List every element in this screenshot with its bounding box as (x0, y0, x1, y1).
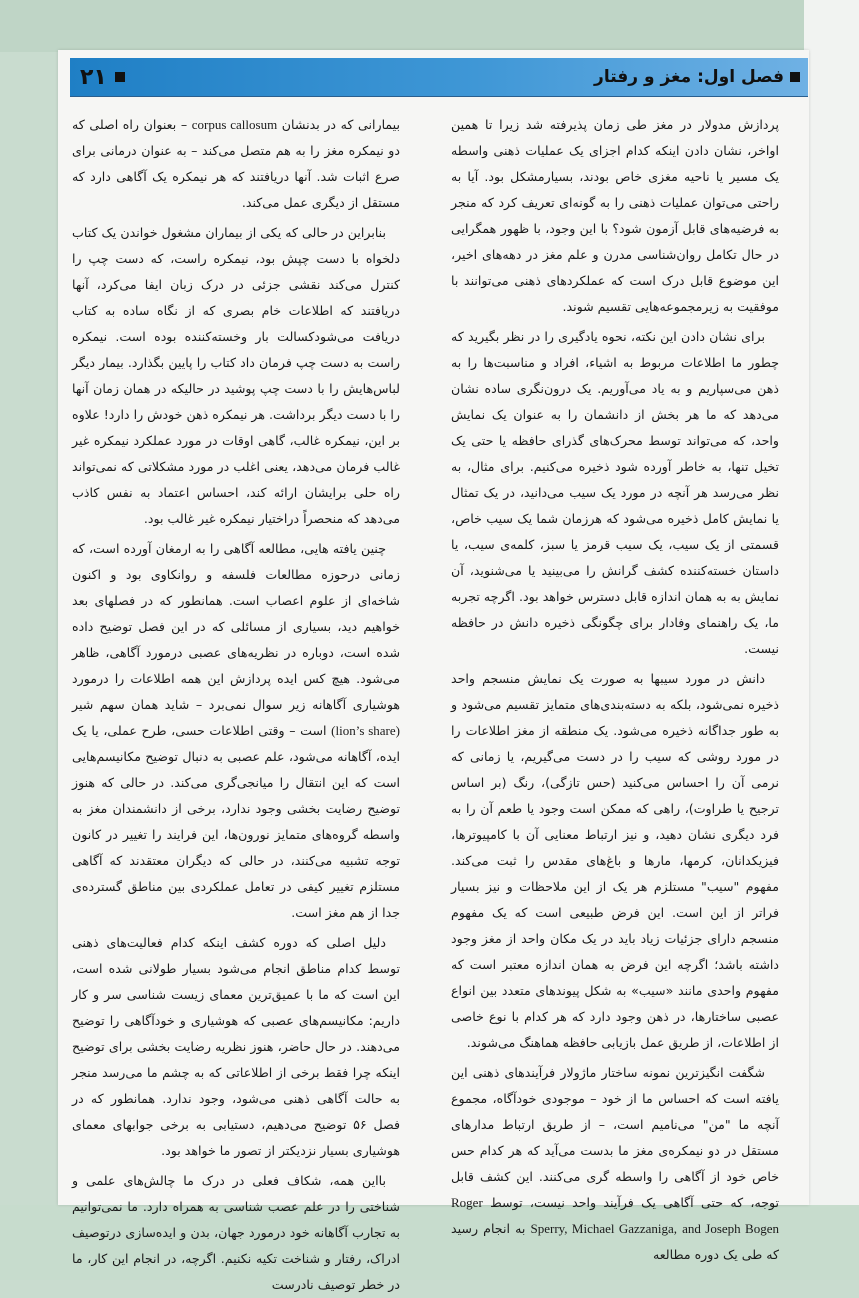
paragraph-text: چنین یافته هایی، مطالعه آگاهی را به ارمغان آورده است، که زمانی درحوزه مطالعات فلسفه و روانکاوی بود و اکنون شاخه‌ای از علوم اعصاب است. همانطور که در فصلهای بعد خواهیم دید، بسیاری از مسائلی که در این فصل توضیح داده شده است، دوباره در نظریه‌های عصبی درمورد آگاهی، ظاهر می‌شود. هیچ کس ایده پردازش این همه اطلاعات را درمورد هوشیاری آگاهانه زیر سوال نمی‌برد – شاید همان سهم شیر (72, 541, 400, 712)
latin-names: and Joseph Bogen (682, 1221, 779, 1236)
paragraph: دلیل اصلی که دوره کشف اینکه کدام فعالیت‌های ذهنی توسط کدام مناطق انجام می‌شود بسیار طولانی شده است، این است که ما با عمیق‌ترین معمای زیست شناسی سر و کار داریم: مکانیسم‌های عصبی که هوشیاری و خودآگاهی را توضیح می‌دهند. در حال حاضر، هنوز نظریه رضایت بخشی برای توضیح اینکه چرا فقط برخی از اطلاعاتی که به چشم ما می‌رسد منجر به حالت آگاهی ذهنی می‌شود، وجود ندارد. همانطور که در فصل ۵۶ توضیح می‌دهیم، دستیابی به برخی جوابهای معمای هوشیاری بسیار نزدیکتر از تصور ما خواهد بود. (72, 935, 400, 1158)
left-text-column (72, 112, 400, 1292)
paragraph-text: به انجام رسید که طی یک دوره مطالعه (451, 1221, 779, 1262)
paragraph: بااین همه، شکاف فعلی در درک ما چالش‌های علمی و شناختی را در علم عصب شناسی به همراه دارد. ما نمی‌توانیم به تجارب آگاهانه خود درمورد جهان، بدن و ایده‌سازی درتوصیف ادراک، رفتار و شناخت تکیه نکنیم. اگرچه، در انجام این کار، ما در خطر توصیف نادرست (72, 1173, 400, 1292)
latin-term: corpus callosum (191, 117, 278, 132)
book-page (58, 50, 809, 1292)
page-number: ۲۱ (80, 64, 107, 90)
right-text-column (451, 112, 779, 1262)
paragraph-text: است – وقتی اطلاعات حسی، طرح عملی، یا یک ایده، آگاهانه می‌شود، علم عصبی به دنبال توضیح مکانیسم‌هایی است که این انتقال را میانجی‌گری می‌کند. در حالی که هنوز توضیح رضایت بخشی وجود ندارد، برخی از دانشمندان مغز به واسطه گروه‌های متمایز نورون‌ها، این فرایند را تغییر در کانون توجه تشبیه می‌کنند، در حالی که دیگران معتقدند که آگاهی مستلزم تغییر کیفی در تعامل عملکردی بین مناطق گسترده‌ی جدا از هم مغز است. (72, 723, 400, 920)
top-background-strip (0, 0, 859, 52)
paragraph: دانش در مورد سیبها به صورت یک نمایش منسجم واحد ذخیره نمی‌شود، بلکه به دسته‌بندی‌های متمایز تقسیم می‌شود و به طور جداگانه ذخیره می‌شود. یک منطقه از مغز اطلاعات را در مورد روشی که سیب را در دست می‌گیریم، یا زمانی که نرمی آن را احساس می‌کنید (حس تازگی)، رنگ (بر اساس ترجیح یا طراوت)، راهی که ممکن است وجود یا طعم آن را به فرد دیگری نشان دهید، و نیز ارتباط معنایی آن با کامپیوترها، فیزیکدانان، کرمها، مارها و باغ‌های مقدس را ثبت می‌کند. مفهوم "سیب" مستلزم هر یک از این ملاحظات و نیز بسیار فراتر از این است. این فرض طبیعی است که یک مفهوم منسجم دارای جزئیات زیاد باید در یک مکان واحد از مغز وجود داشته باشد؛ اگرچه این فرض به همان اندازه معتبر است که مفهوم واحدی مانند «سیب» به شکل پیوندهای متعدد بین انواع عصبی ساختارها، در ذهن وجود دارد که هر کدام با نوع خاصی از اطلاعات، از طریق عمل بازیابی حافظه هماهنگ می‌شوند. (451, 671, 779, 1050)
chapter-title: فصل اول: مغز و رفتار (594, 67, 784, 87)
paragraph-text: – بعنوان راه اصلی که دو نیمکره مغز را به هم متصل می‌کند – به عنوان درمانی برای صرع اثبات شد. آنها دریافتند که هر نیمکره یک آگاهی دارد که مستقل از دیگری عمل می‌کند. (72, 117, 400, 210)
paragraph (72, 112, 400, 216)
paragraph (451, 1060, 779, 1268)
page-number-group (80, 58, 125, 96)
paragraph: برای نشان دادن این نکته، نحوه یادگیری را در نظر بگیرید که چطور ما اطلاعات مربوط به اشیاء، افراد و مناسبت‌ها را به ذهن می‌سپاریم و به یاد می‌آوریم. یک درون‌نگری ساده نشان می‌دهد که ما هر بخش از دانشمان را به عنوان یک نمایش واحد، که می‌تواند توسط محرک‌های گذرای حافظه یا حتی یک تخیل تنها، به خاطر آورده شود ذخیره می‌کنیم. برای مثال، به نظر می‌رسد هر آنچه در مورد یک سیب می‌دانید، در یک تمثال یا نمایش کامل ذخیره می‌شود که هرزمان شما یک سیب خاص، قسمتی از یک سیب، یک سیب قرمز یا سبز، کلمه‌ی سیب، یا داستان خسته‌کننده کشف گرانش را می‌بینید یا می‌شنوید، آن نمایش به به همان اندازه قابل دسترس خواهد بود. اگرچه تجربه ما، یک راهنمای وفادار برای چگونگی ذخیره دانش در حافظه نیست. (451, 329, 779, 656)
square-bullet-icon (790, 72, 800, 82)
paragraph-text: شگفت انگیزترین نمونه ساختار ماژولار فرآیندهای ذهنی این یافته است که احساس ما از خود – موجودی خودآگاه، مجموع آنچه ما "من" می‌نامیم است، – از طریق ارتباط مدارهای مستقل در دو نیمکره‌ی مغز ما بدست می‌آید که هر کدام حس خاص خود از آگاهی را واسطه گری می‌کنند. این کشف قابل توجه، که حتی آگاهی یک فرآیند واحد نیست، توسط (451, 1065, 779, 1210)
chapter-title-group (594, 58, 800, 96)
paragraph: پردازش مدولار در مغز طی زمان پذیرفته شد زیرا تا همین اواخر، نشان دادن اینکه کدام اجزای یک عملیات ذهنی واسطه یک مسیر یا ناحیه مغزی خاص بودند، بسیارمشکل بود. آیا به راحتی می‌توان عملیات ذهنی را به گونه‌ای تعریف کرد که منجر به فرضیه‌های قابل آزمون شود؟ با این وجود، با ظهور همگرایی در حال تکامل روان‌شناسی مدرن و علم مغز در دهه‌های اخیر، این موضوع قابل درک است که عملکردهای ذهنی می‌توانند با موفقیت به زیرمجموعه‌هایی تقسیم شوند. (451, 117, 779, 314)
right-background-strip (804, 0, 859, 1280)
paragraph-text: بیمارانی که در بدنشان (281, 117, 400, 132)
latin-names: Roger Sperry, Michael Gazzaniga, (451, 1195, 677, 1236)
paragraph (72, 536, 400, 926)
paragraph: بنابراین در حالی که یکی از بیماران مشغول خواندن یک کتاب دلخواه با دست چپش بود، نیمکره راست، که دست چپ را کنترل می‌کند نقشی جزئی در درک زبان ایفا می‌کرد، آنها دریافتند که اطلاعات خام بصری که از نگاه ساده به کتاب دریافت می‌شودکسالت بار وخسته‌کننده بوده است. نیمکره راست به دست چپ فرمان داد کتاب را پایین بگذارد. بیمار دیگر لباس‌هایش را با دست چپ پوشید در حالیکه در همان زمان آنها را با دست دیگر برداشت. هر نیمکره ذهن خودش را دارد! علاوه بر این، نیمکره غالب، گاهی اوقات در مورد عملکرد نیمکره غیر غالب فرمان می‌دهد، یعنی اغلب در مورد مشکلاتی که نمی‌تواند راه حلی برایشان ارائه کند، احساس اعتماد به نفس کاذب می‌دهد که منحصراً دراختیار نیمکره غیر غالب بود. (72, 225, 400, 526)
chapter-header-band (70, 58, 808, 97)
square-bullet-icon (115, 72, 125, 82)
latin-term: (lion’s share) (331, 723, 400, 738)
